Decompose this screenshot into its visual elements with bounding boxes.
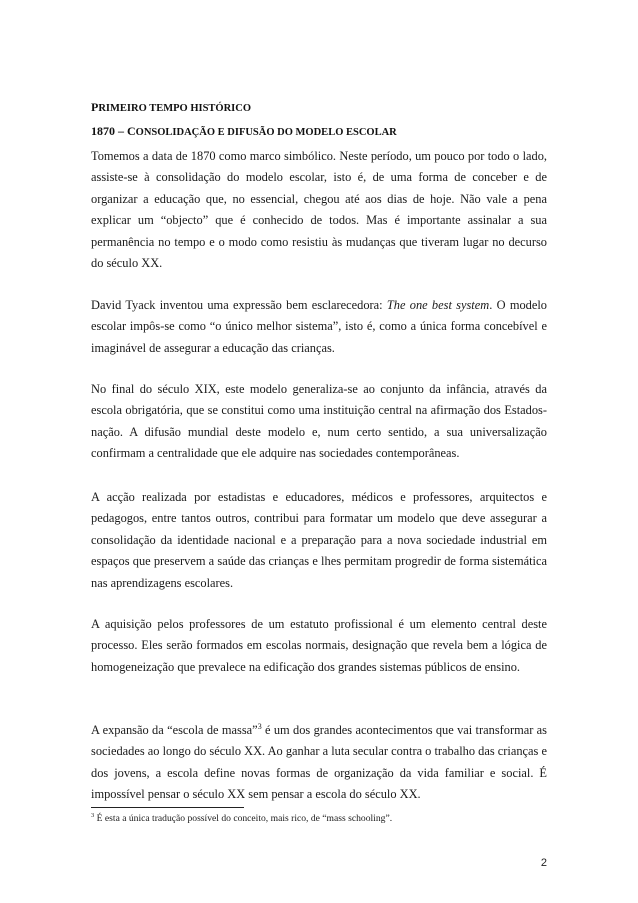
paragraph-6 (91, 720, 547, 806)
paragraph-1: Tomemos a data de 1870 como marco simbólico. Neste período, um pouco por todo o lado, assiste-se à consolidação do modelo escolar, isto é, de uma forma de conceber e de organizar a educação que, no essencial, chegou até aos dias de hoje. Não vale a pena explicar um “objecto” que é conhecido de todos. Mas é importante assinalar a sua permanência no tempo e o modo como resistiu às mudanças que tiveram lugar no decurso do século XX. (91, 149, 547, 271)
footnote-reference[interactable]: 3 (257, 721, 262, 731)
section-subheading (91, 124, 397, 139)
page-number: 2 (540, 857, 547, 869)
paragraph-6-after: é um dos grandes acontecimentos que vai transformar as sociedades ao longo do século XX. Ao ganhar a luta secular contra o trabalho das crianças e dos jovens, a escola define novas formas de organização da vida familiar e social. É impossível pensar o século XX sem pensar a escola do século XX. (91, 723, 548, 802)
footnote-marker: 3 (91, 811, 95, 819)
footnote (91, 813, 547, 825)
footnote-separator (91, 807, 244, 808)
paragraph-2 (91, 295, 547, 359)
section-subheading-year: 1870 – C (91, 124, 136, 138)
paragraph-2-italic: The one best system (386, 298, 490, 312)
paragraph-5: A aquisição pelos professores de um estatuto profissional é um elemento central deste processo. Eles serão formados em escolas normais, designação que revela bem a lógica de homogeneização que prevalece na edificação dos grandes sistemas públicos de ensino. (91, 617, 547, 674)
section-heading-initial: P (91, 100, 99, 114)
paragraph-6-before: A expansão da “escola de massa” (91, 723, 258, 737)
section-heading-rest: RIMEIRO TEMPO HISTÓRICO (98, 103, 252, 114)
footnote-text: É esta a única tradução possível do conceito, mais rico, de “mass schooling”. (94, 813, 393, 824)
paragraph-2-after: . O modelo escolar impôs-se como “o único melhor sistema”, isto é, como a única forma concebível e imaginável de assegurar a educação das crianças. (91, 298, 547, 355)
paragraph-2-before: David Tyack inventou uma expressão bem esclarecedora: (91, 298, 387, 312)
section-subheading-rest: ONSOLIDAÇÃO E DIFUSÃO DO MODELO ESCOLAR (135, 127, 397, 138)
paragraph-4: A acção realizada por estadistas e educadores, médicos e professores, arquitectos e pedagogos, entre tantos outros, contribui para formatar um modelo que deve assegurar a consolidação da identidade nacional e a preparação para a nova sociedade industrial em espaços que preservem a saúde das crianças e lhes permitam progredir de forma sistemática nas aprendizagens escolares. (91, 490, 547, 590)
paragraph-3: No final do século XIX, este modelo generaliza-se ao conjunto da infância, através da escola obrigatória, que se constitui como uma instituição central na afirmação dos Estados-nação. A difusão mundial deste modelo e, num certo sentido, a sua universalização confirmam a centralidade que ele adquire nas sociedades contemporâneas. (91, 382, 547, 461)
section-heading (91, 100, 251, 115)
